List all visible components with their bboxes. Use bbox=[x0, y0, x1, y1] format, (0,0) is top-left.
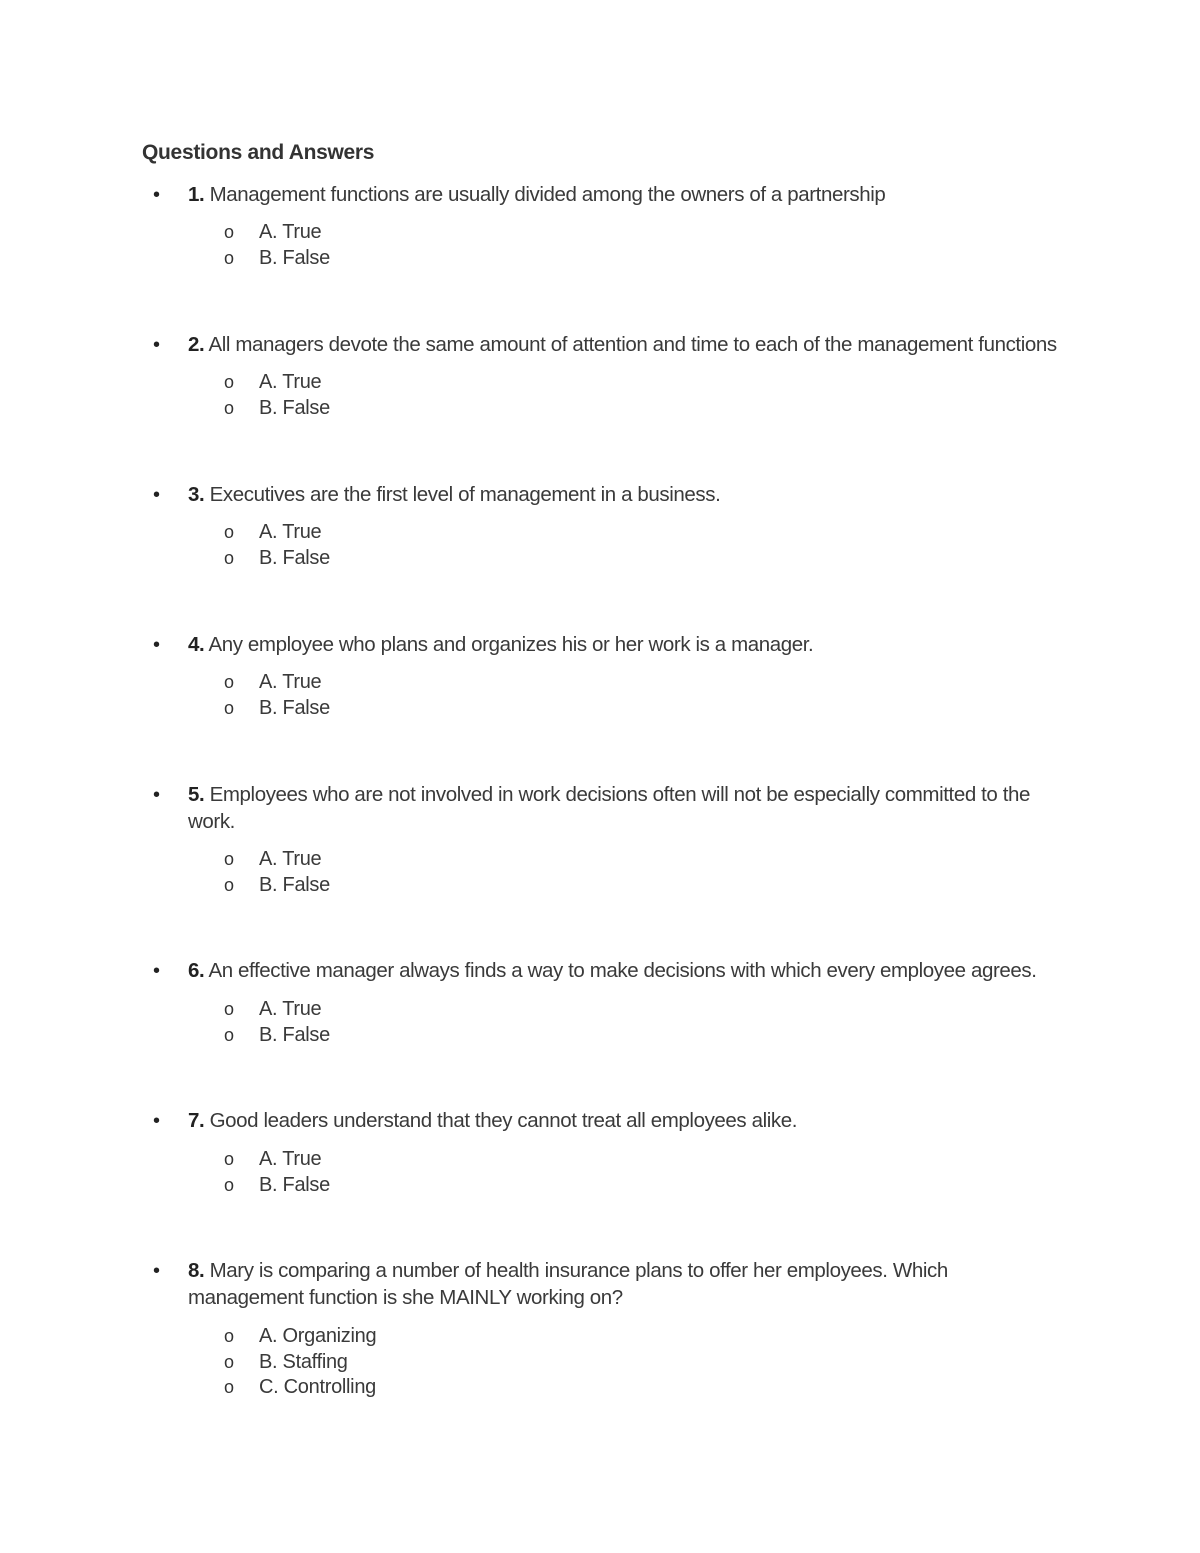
option-label: A. True bbox=[259, 221, 322, 243]
option-item[interactable] bbox=[0, 1173, 600, 1198]
circle-bullet-icon: o bbox=[224, 698, 235, 718]
bullet-icon: • bbox=[153, 1110, 161, 1132]
question-number: 1. bbox=[188, 183, 205, 206]
option-label: B. Staffing bbox=[259, 1351, 348, 1373]
circle-bullet-icon: o bbox=[224, 248, 235, 268]
option-item[interactable] bbox=[0, 997, 600, 1022]
bullet-icon: • bbox=[153, 484, 161, 506]
question-text bbox=[188, 631, 1068, 658]
circle-bullet-icon: o bbox=[224, 875, 235, 895]
page-title: Questions and Answers bbox=[142, 141, 375, 164]
circle-bullet-icon: o bbox=[224, 1326, 235, 1346]
option-item[interactable] bbox=[0, 1350, 600, 1375]
question-text bbox=[188, 1107, 1068, 1134]
option-item[interactable] bbox=[0, 520, 600, 545]
question-number: 8. bbox=[188, 1259, 205, 1282]
option-item[interactable] bbox=[0, 847, 600, 872]
option-label: A. True bbox=[259, 671, 322, 693]
option-label: B. False bbox=[259, 697, 330, 719]
bullet-icon: • bbox=[153, 784, 161, 806]
option-label: B. False bbox=[259, 397, 330, 419]
option-item[interactable] bbox=[0, 1324, 600, 1349]
circle-bullet-icon: o bbox=[224, 1352, 235, 1372]
option-item[interactable] bbox=[0, 220, 600, 245]
option-item[interactable] bbox=[0, 370, 600, 395]
question-text bbox=[188, 181, 1068, 208]
circle-bullet-icon: o bbox=[224, 672, 235, 692]
question-body: Employees who are not involved in work decisions often will not be especially committed to the work. bbox=[188, 783, 1031, 833]
question-text bbox=[188, 957, 1068, 984]
option-item[interactable] bbox=[0, 873, 600, 898]
option-item[interactable] bbox=[0, 396, 600, 421]
question-text bbox=[188, 481, 1068, 508]
question-body: Any employee who plans and organizes his or her work is a manager. bbox=[208, 633, 814, 656]
circle-bullet-icon: o bbox=[224, 1377, 235, 1397]
option-label: B. False bbox=[259, 547, 330, 569]
option-label: B. False bbox=[259, 1174, 330, 1196]
option-label: A. True bbox=[259, 521, 322, 543]
option-label: B. False bbox=[259, 874, 330, 896]
question-body: Executives are the first level of management in a business. bbox=[209, 483, 721, 506]
circle-bullet-icon: o bbox=[224, 372, 235, 392]
option-label: A. True bbox=[259, 371, 322, 393]
circle-bullet-icon: o bbox=[224, 999, 235, 1019]
question-number: 5. bbox=[188, 783, 205, 806]
option-label: A. True bbox=[259, 1148, 322, 1170]
circle-bullet-icon: o bbox=[224, 522, 235, 542]
option-label: B. False bbox=[259, 247, 330, 269]
circle-bullet-icon: o bbox=[224, 1175, 235, 1195]
question-body: An effective manager always finds a way to make decisions with which every employee agrees. bbox=[208, 959, 1037, 982]
question-number: 2. bbox=[188, 333, 205, 356]
question-body: All managers devote the same amount of attention and time to each of the management functions bbox=[208, 333, 1057, 356]
option-item[interactable] bbox=[0, 670, 600, 695]
question-body: Good leaders understand that they cannot treat all employees alike. bbox=[209, 1109, 798, 1132]
option-item[interactable] bbox=[0, 1147, 600, 1172]
question-text bbox=[188, 331, 1068, 358]
circle-bullet-icon: o bbox=[224, 398, 235, 418]
question-number: 6. bbox=[188, 959, 205, 982]
bullet-icon: • bbox=[153, 334, 161, 356]
option-label: C. Controlling bbox=[259, 1376, 376, 1398]
option-item[interactable] bbox=[0, 546, 600, 571]
option-label: A. True bbox=[259, 998, 322, 1020]
question-text bbox=[188, 781, 1038, 835]
bullet-icon: • bbox=[153, 184, 161, 206]
option-label: A. Organizing bbox=[259, 1325, 377, 1347]
bullet-icon: • bbox=[153, 634, 161, 656]
circle-bullet-icon: o bbox=[224, 1149, 235, 1169]
option-item[interactable] bbox=[0, 1023, 600, 1048]
option-item[interactable] bbox=[0, 1375, 600, 1400]
question-number: 7. bbox=[188, 1109, 205, 1132]
option-label: A. True bbox=[259, 848, 322, 870]
bullet-icon: • bbox=[153, 1260, 161, 1282]
circle-bullet-icon: o bbox=[224, 849, 235, 869]
option-label: B. False bbox=[259, 1024, 330, 1046]
option-item[interactable] bbox=[0, 246, 600, 271]
question-number: 4. bbox=[188, 633, 205, 656]
bullet-icon: • bbox=[153, 960, 161, 982]
circle-bullet-icon: o bbox=[224, 1025, 235, 1045]
circle-bullet-icon: o bbox=[224, 548, 235, 568]
option-item[interactable] bbox=[0, 696, 600, 721]
question-number: 3. bbox=[188, 483, 205, 506]
question-body: Mary is comparing a number of health insurance plans to offer her employees. Which management function is she MAINLY working on? bbox=[188, 1259, 948, 1309]
circle-bullet-icon: o bbox=[224, 222, 235, 242]
question-text bbox=[188, 1257, 1068, 1311]
question-body: Management functions are usually divided among the owners of a partnership bbox=[209, 183, 886, 206]
